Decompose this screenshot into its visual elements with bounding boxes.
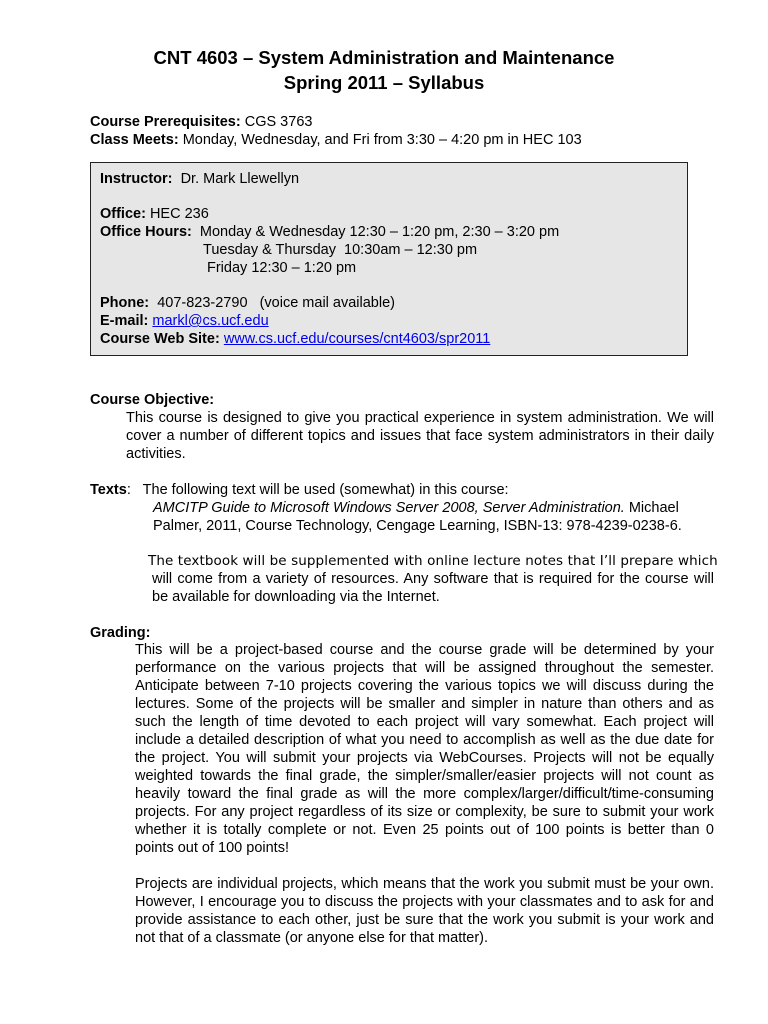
office-label: Office:	[100, 206, 146, 222]
textbook-citation-line1	[153, 499, 679, 517]
instructor-name: Dr. Mark Llewellyn	[180, 171, 300, 187]
course-web-site-line	[100, 330, 490, 348]
email-label: E-mail:	[100, 313, 149, 329]
grading-heading: Grading:	[90, 625, 151, 641]
prerequisites-label: Course Prerequisites:	[90, 114, 241, 130]
textbook-title: AMCITP Guide to Microsoft Windows Server 2008, Server Administration.	[153, 500, 625, 516]
phone-value: 407-823-2790 (voice mail available)	[157, 295, 395, 311]
office-hours-line	[100, 223, 559, 241]
instructor-label: Instructor:	[100, 171, 173, 187]
course-objective-heading: Course Objective:	[90, 392, 215, 408]
email-line	[100, 312, 269, 330]
office-hours-label: Office Hours:	[100, 224, 192, 240]
texts-intro: : The following text will be used (somewhat) in this course:	[126, 482, 509, 498]
textbook-author-start: Michael	[624, 500, 679, 516]
prerequisites-line	[90, 113, 312, 131]
texts-label: Texts	[90, 482, 127, 498]
class-meets-value: Monday, Wednesday, and Fri from 3:30 – 4:20 pm in HEC 103	[182, 132, 582, 148]
phone-label: Phone:	[100, 295, 150, 311]
email-link[interactable]: markl@cs.ucf.edu	[152, 313, 269, 329]
office-hours-tr: Tuesday & Thursday 10:30am – 12:30 pm	[203, 242, 478, 258]
page-title-line2: Spring 2011 – Syllabus	[283, 72, 485, 93]
textbook-supplement-rest: will come from a variety of resources. Any software that is required for the course will be available for downloading via the Internet.	[152, 571, 714, 605]
instructor-line	[100, 170, 299, 188]
class-meets-label: Class Meets:	[90, 132, 179, 148]
office-line	[100, 205, 209, 223]
course-web-site-label: Course Web Site:	[100, 331, 220, 347]
phone-line	[100, 294, 395, 312]
office-hours-mw: Monday & Wednesday 12:30 – 1:20 pm, 2:30 – 3:20 pm	[199, 224, 560, 240]
grading-paragraph-2: Projects are individual projects, which means that the work you submit must be your own. However, I encourage you to discuss the projects with your classmates and to ask for and provide assistance to each other, just be sure that the work you submit is your work and not that of a classmate (or anyone else for that matter).	[135, 876, 714, 946]
textbook-supplement-line1: The textbook will be supplemented with online lecture notes that I’ll prepare which	[148, 553, 718, 569]
course-web-site-link[interactable]: www.cs.ucf.edu/courses/cnt4603/spr2011	[223, 331, 491, 347]
textbook-citation-line2: Palmer, 2011, Course Technology, Cengage Learning, ISBN-13: 978-4239-0238-6.	[153, 518, 682, 534]
course-objective-body: This course is designed to give you practical experience in system administration. We will cover a number of different topics and issues that face system administrators in their daily activities.	[126, 410, 714, 462]
office-value: HEC 236	[149, 206, 209, 222]
office-hours-fri: Friday 12:30 – 1:20 pm	[207, 260, 357, 276]
page-title-line1: CNT 4603 – System Administration and Maintenance	[153, 47, 615, 68]
texts-intro-line	[90, 481, 509, 499]
grading-paragraph-1: This will be a project-based course and the course grade will be determined by your performance on the various projects that will be assigned throughout the semester. Anticipate between 7-10 projects covering the various topics we will discuss during the lectures. Some of the projects will be smaller and simpler in nature than others and as such the length of time devoted to each project will vary somewhat. Each project will include a detailed description of what you need to accomplish as well as the due date for the project. You will submit your projects via WebCourses. Projects will not be equally weighted towards the final grade, the simpler/smaller/easier projects will not count as heavily toward the final grade as will the more complex/larger/difficult/time-consuming projects. For any project regardless of its size or complexity, be sure to submit your work whether it is totally complete or not. Even 25 points out of 100 points is better than 0 points out of 100 points!	[135, 642, 714, 856]
class-meets-line	[90, 131, 582, 149]
prerequisites-value: CGS 3763	[244, 114, 313, 130]
